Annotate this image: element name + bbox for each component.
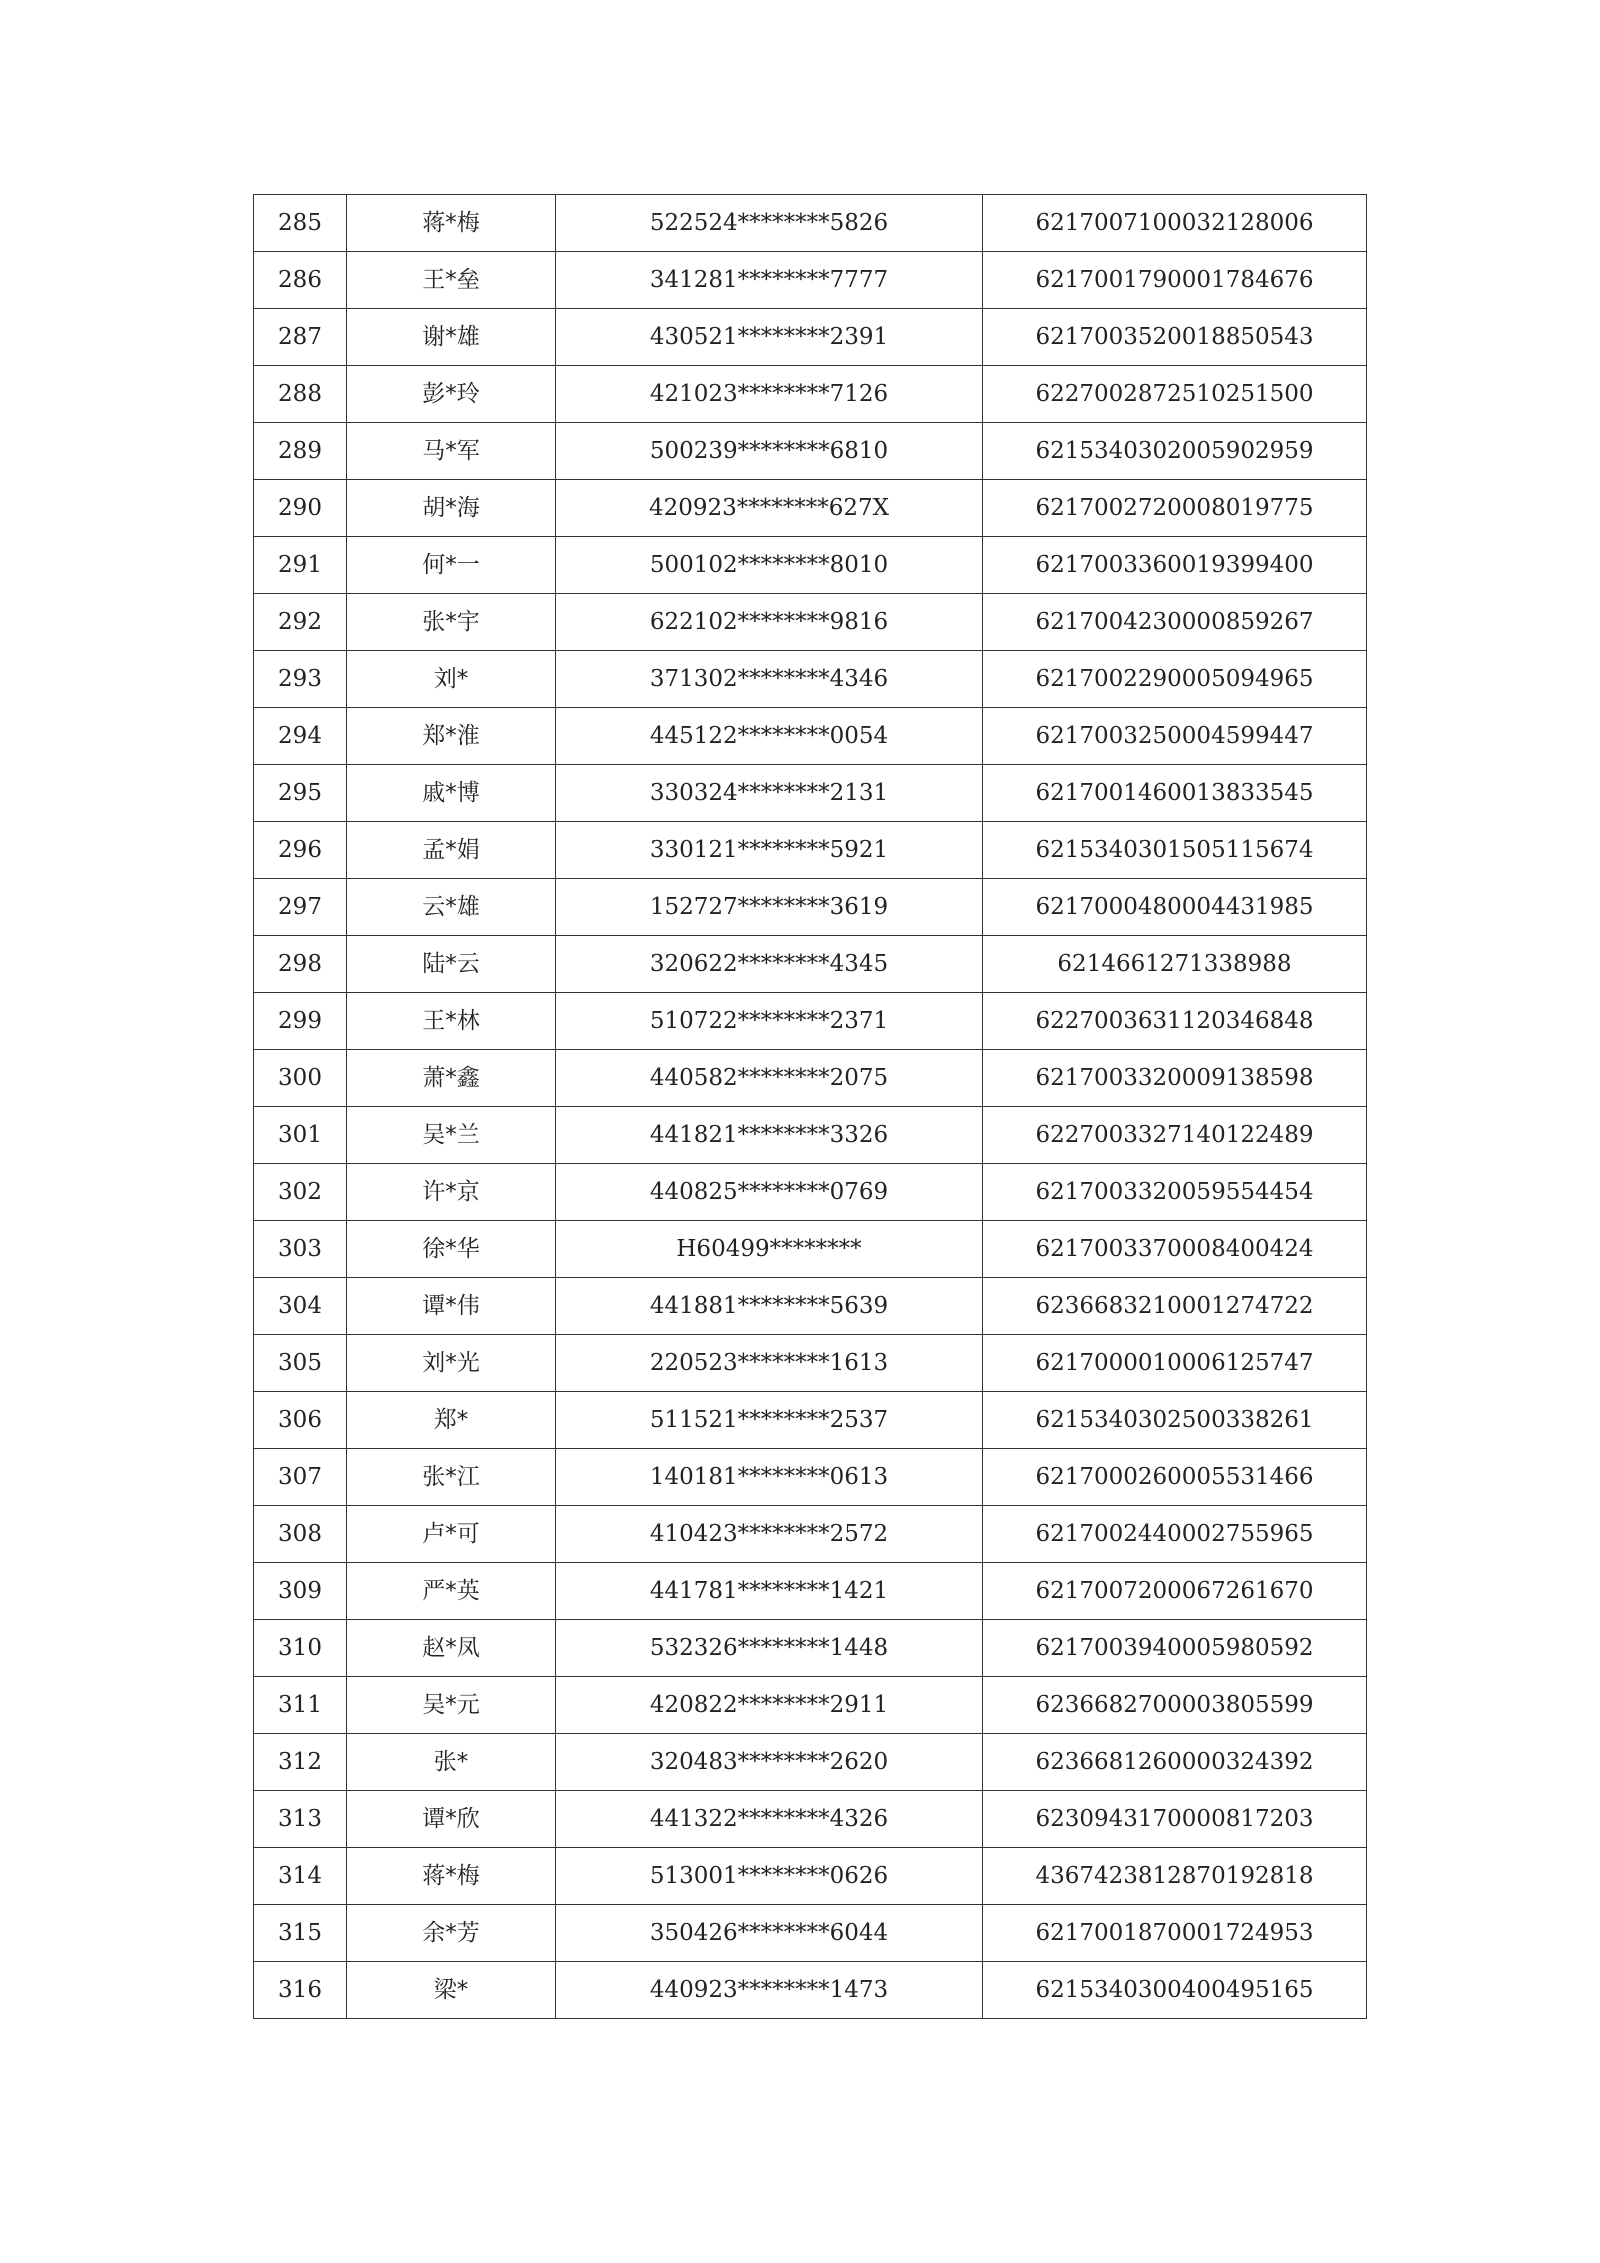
id-number: 350426********6044 [556, 1905, 983, 1962]
bank-card-number: 6217003360019399400 [983, 537, 1367, 594]
bank-card-number: 6217001870001724953 [983, 1905, 1367, 1962]
table-row [254, 1335, 1367, 1392]
id-number: 220523********1613 [556, 1335, 983, 1392]
row-number: 300 [254, 1050, 347, 1107]
person-name: 刘* [347, 651, 556, 708]
id-number: 510722********2371 [556, 993, 983, 1050]
table-row [254, 1848, 1367, 1905]
table-row [254, 366, 1367, 423]
id-number: 420822********2911 [556, 1677, 983, 1734]
id-number: 511521********2537 [556, 1392, 983, 1449]
person-name: 郑* [347, 1392, 556, 1449]
row-number: 287 [254, 309, 347, 366]
person-name: 严*英 [347, 1563, 556, 1620]
bank-card-number: 6236683210001274722 [983, 1278, 1367, 1335]
person-name: 谭*伟 [347, 1278, 556, 1335]
bank-card-number: 6215340301505115674 [983, 822, 1367, 879]
row-number: 303 [254, 1221, 347, 1278]
row-number: 311 [254, 1677, 347, 1734]
row-number: 306 [254, 1392, 347, 1449]
person-name: 徐*华 [347, 1221, 556, 1278]
id-number: 445122********0054 [556, 708, 983, 765]
bank-card-number: 6217003520018850543 [983, 309, 1367, 366]
bank-card-number: 6217001460013833545 [983, 765, 1367, 822]
row-number: 288 [254, 366, 347, 423]
person-name: 蒋*梅 [347, 195, 556, 252]
row-number: 313 [254, 1791, 347, 1848]
row-number: 301 [254, 1107, 347, 1164]
id-number: 430521********2391 [556, 309, 983, 366]
person-name: 吴*元 [347, 1677, 556, 1734]
row-number: 295 [254, 765, 347, 822]
table-row [254, 936, 1367, 993]
person-name: 刘*光 [347, 1335, 556, 1392]
id-number: 371302********4346 [556, 651, 983, 708]
row-number: 296 [254, 822, 347, 879]
id-number: 622102********9816 [556, 594, 983, 651]
row-number: 312 [254, 1734, 347, 1791]
table-row [254, 651, 1367, 708]
person-name: 王*林 [347, 993, 556, 1050]
row-number: 293 [254, 651, 347, 708]
bank-card-number: 6236681260000324392 [983, 1734, 1367, 1791]
bank-card-number: 6217002720008019775 [983, 480, 1367, 537]
row-number: 308 [254, 1506, 347, 1563]
table-row [254, 708, 1367, 765]
bank-card-number: 6215340302005902959 [983, 423, 1367, 480]
bank-card-number: 4367423812870192818 [983, 1848, 1367, 1905]
id-number: 441322********4326 [556, 1791, 983, 1848]
table-row [254, 1278, 1367, 1335]
id-number: 500102********8010 [556, 537, 983, 594]
table-row [254, 309, 1367, 366]
row-number: 298 [254, 936, 347, 993]
table-row [254, 480, 1367, 537]
bank-card-number: 6217000010006125747 [983, 1335, 1367, 1392]
person-name: 卢*可 [347, 1506, 556, 1563]
table-row [254, 537, 1367, 594]
id-number: 330121********5921 [556, 822, 983, 879]
row-number: 286 [254, 252, 347, 309]
id-number: 320622********4345 [556, 936, 983, 993]
bank-card-number: 6227002872510251500 [983, 366, 1367, 423]
table-row [254, 1734, 1367, 1791]
bank-card-number: 6236682700003805599 [983, 1677, 1367, 1734]
row-number: 292 [254, 594, 347, 651]
person-name: 马*军 [347, 423, 556, 480]
roster-table-body [254, 195, 1367, 2019]
row-number: 290 [254, 480, 347, 537]
person-name: 赵*凤 [347, 1620, 556, 1677]
id-number: 440923********1473 [556, 1962, 983, 2019]
person-name: 彭*玲 [347, 366, 556, 423]
id-number: 522524********5826 [556, 195, 983, 252]
table-row [254, 1791, 1367, 1848]
id-number: 441821********3326 [556, 1107, 983, 1164]
bank-card-number: 6214661271338988 [983, 936, 1367, 993]
bank-card-number: 6217003320059554454 [983, 1164, 1367, 1221]
row-number: 294 [254, 708, 347, 765]
id-number: 441881********5639 [556, 1278, 983, 1335]
row-number: 304 [254, 1278, 347, 1335]
id-number: 500239********6810 [556, 423, 983, 480]
person-name: 陆*云 [347, 936, 556, 993]
table-row [254, 1677, 1367, 1734]
id-number: 320483********2620 [556, 1734, 983, 1791]
table-row [254, 822, 1367, 879]
table-row [254, 1050, 1367, 1107]
bank-card-number: 6217004230000859267 [983, 594, 1367, 651]
id-number: 140181********0613 [556, 1449, 983, 1506]
row-number: 314 [254, 1848, 347, 1905]
bank-card-number: 6217002440002755965 [983, 1506, 1367, 1563]
bank-card-number: 6227003327140122489 [983, 1107, 1367, 1164]
id-number: 421023********7126 [556, 366, 983, 423]
table-row [254, 423, 1367, 480]
table-row [254, 252, 1367, 309]
row-number: 309 [254, 1563, 347, 1620]
bank-card-number: 6215340300400495165 [983, 1962, 1367, 2019]
person-name: 吴*兰 [347, 1107, 556, 1164]
bank-card-number: 6215340302500338261 [983, 1392, 1367, 1449]
row-number: 285 [254, 195, 347, 252]
bank-card-number: 6217000260005531466 [983, 1449, 1367, 1506]
person-name: 张*江 [347, 1449, 556, 1506]
id-number: 152727********3619 [556, 879, 983, 936]
table-row [254, 1164, 1367, 1221]
row-number: 315 [254, 1905, 347, 1962]
row-number: 305 [254, 1335, 347, 1392]
row-number: 299 [254, 993, 347, 1050]
person-name: 谢*雄 [347, 309, 556, 366]
person-name: 何*一 [347, 537, 556, 594]
table-row [254, 765, 1367, 822]
bank-card-number: 6217001790001784676 [983, 252, 1367, 309]
table-row [254, 195, 1367, 252]
table-row [254, 993, 1367, 1050]
person-name: 余*芳 [347, 1905, 556, 1962]
id-number: 420923********627X [556, 480, 983, 537]
table-row [254, 1392, 1367, 1449]
id-number: 440825********0769 [556, 1164, 983, 1221]
person-name: 王*垒 [347, 252, 556, 309]
table-row [254, 1107, 1367, 1164]
id-number: 513001********0626 [556, 1848, 983, 1905]
person-name: 孟*娟 [347, 822, 556, 879]
person-name: 戚*博 [347, 765, 556, 822]
person-name: 张*宇 [347, 594, 556, 651]
row-number: 302 [254, 1164, 347, 1221]
id-number: H60499******** [556, 1221, 983, 1278]
id-number: 532326********1448 [556, 1620, 983, 1677]
bank-card-number: 6217003320009138598 [983, 1050, 1367, 1107]
id-number: 441781********1421 [556, 1563, 983, 1620]
bank-card-number: 6217003940005980592 [983, 1620, 1367, 1677]
bank-card-number: 6217007200067261670 [983, 1563, 1367, 1620]
row-number: 289 [254, 423, 347, 480]
row-number: 291 [254, 537, 347, 594]
id-number: 330324********2131 [556, 765, 983, 822]
bank-card-number: 6217007100032128006 [983, 195, 1367, 252]
table-row [254, 1506, 1367, 1563]
bank-card-number: 6217003370008400424 [983, 1221, 1367, 1278]
table-row [254, 1221, 1367, 1278]
person-name: 郑*淮 [347, 708, 556, 765]
table-row [254, 1962, 1367, 2019]
person-name: 谭*欣 [347, 1791, 556, 1848]
id-number: 440582********2075 [556, 1050, 983, 1107]
row-number: 307 [254, 1449, 347, 1506]
bank-card-number: 6217003250004599447 [983, 708, 1367, 765]
person-name: 云*雄 [347, 879, 556, 936]
roster-table [253, 194, 1367, 2019]
person-name: 胡*海 [347, 480, 556, 537]
bank-card-number: 6217000480004431985 [983, 879, 1367, 936]
row-number: 310 [254, 1620, 347, 1677]
person-name: 许*京 [347, 1164, 556, 1221]
person-name: 张* [347, 1734, 556, 1791]
id-number: 341281********7777 [556, 252, 983, 309]
person-name: 梁* [347, 1962, 556, 2019]
bank-card-number: 6227003631120346848 [983, 993, 1367, 1050]
table-row [254, 1620, 1367, 1677]
bank-card-number: 6230943170000817203 [983, 1791, 1367, 1848]
bank-card-number: 6217002290005094965 [983, 651, 1367, 708]
row-number: 297 [254, 879, 347, 936]
table-row [254, 879, 1367, 936]
person-name: 蒋*梅 [347, 1848, 556, 1905]
table-row [254, 1905, 1367, 1962]
person-name: 萧*鑫 [347, 1050, 556, 1107]
row-number: 316 [254, 1962, 347, 2019]
table-row [254, 1563, 1367, 1620]
table-row [254, 1449, 1367, 1506]
id-number: 410423********2572 [556, 1506, 983, 1563]
table-row [254, 594, 1367, 651]
